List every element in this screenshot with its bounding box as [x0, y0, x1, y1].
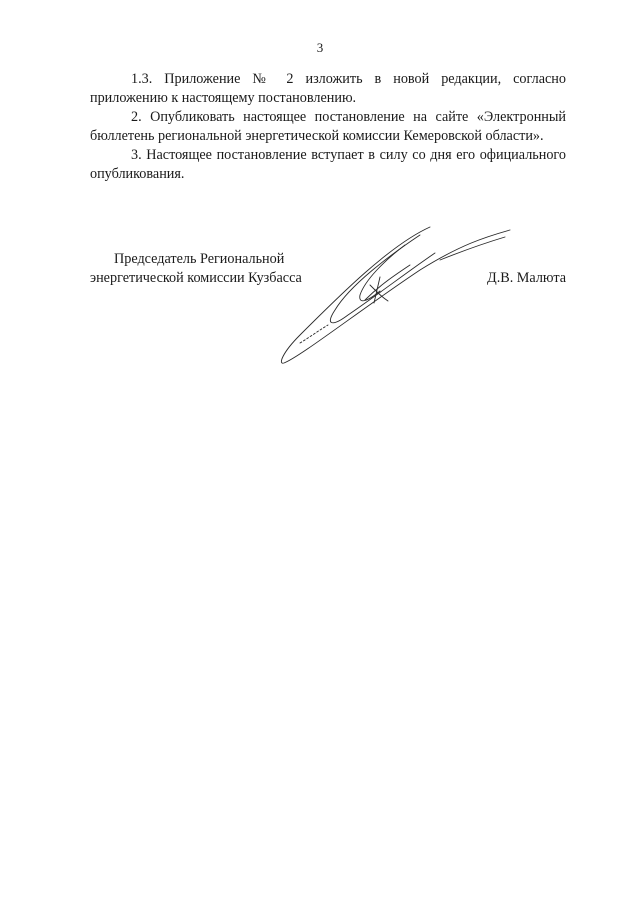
paragraph-2: 2. Опубликовать настоящее постановление на сайте «Электронный бюллетень региональной энергетической комиссии Кемеровской области». [90, 109, 566, 144]
signatory-position-line1: Председатель Региональной [114, 251, 285, 267]
paragraph-1-3: 1.3. Приложение № 2 изложить в новой редакции, согласно приложению к настоящему постановлению. [90, 71, 566, 106]
signatory-name: Д.В. Малюта [487, 270, 566, 286]
paragraph-3: 3. Настоящее постановление вступает в силу со дня его официального опубликования. [90, 147, 566, 182]
document-body [90, 70, 566, 184]
page-number: 3 [316, 40, 324, 55]
signatory-position-line2: энергетической комиссии Кузбасса [90, 270, 302, 286]
handwritten-signature [270, 215, 520, 375]
